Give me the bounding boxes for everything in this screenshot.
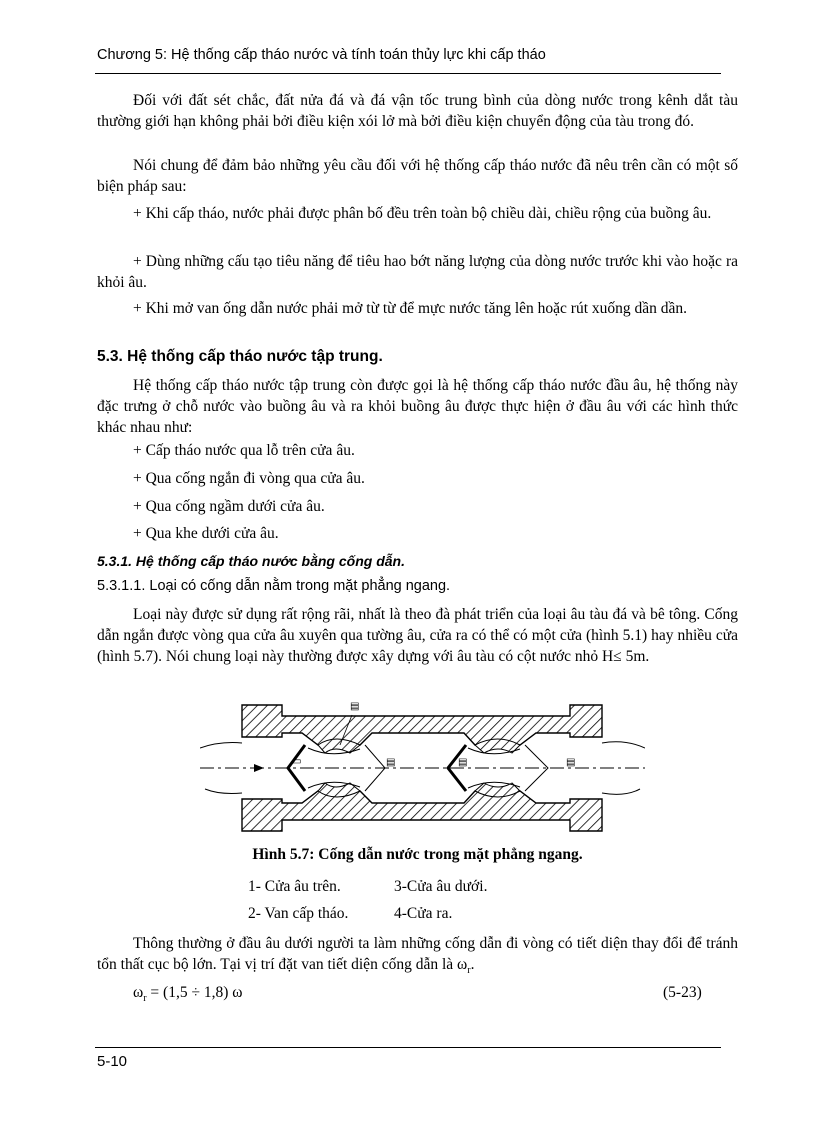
page-number: 5-10 <box>97 1053 128 1070</box>
equation-number: (5-23) <box>663 984 702 1001</box>
running-header: Chương 5: Hệ thống cấp tháo nước và tính toán thủy lực khi cấp tháo <box>97 47 546 63</box>
paragraph: Đối với đất sét chắc, đất nửa đá và đá vận tốc trung bình của dòng nước trong kênh dắt tàu thường giới hạn không phải bởi điều kiện xói lở mà bởi điều kiện chuyển động của tàu trong đó. <box>97 92 738 130</box>
paragraph: + Dùng những cấu tạo tiêu năng để tiêu hao bớt năng lượng của dòng nước trước khi vào hoặc ra khỏi âu. <box>97 253 738 291</box>
paragraph: + Khi cấp tháo, nước phải được phân bố đều trên toàn bộ chiều dài, chiều rộng của buồng âu. <box>133 205 712 222</box>
subsubsection-heading: 5.3.1.1. Loại có cống dẫn nằm trong mặt phẳng ngang. <box>97 578 451 594</box>
top-lock-wall <box>242 705 602 745</box>
subsection-heading: 5.3.1. Hệ thống cấp tháo nước bằng cống dẫn. <box>97 553 405 569</box>
paragraph: Hệ thống cấp tháo nước tập trung còn được gọi là hệ thống cấp tháo nước đầu âu, hệ thống này đặc trưng ở chỗ nước vào buồng âu và ra khỏi buồng âu được thực hiện ở đầu âu với các hình thức khác nhau như: <box>97 377 738 436</box>
legend-item: 3-Cửa âu dưới. <box>394 878 488 895</box>
figure-label-icon: ▭ <box>292 756 302 767</box>
figure-label-icon: ▤ <box>566 757 576 768</box>
figure-label-icon: ▤ <box>458 757 468 768</box>
header-rule <box>95 73 721 74</box>
figure-label-icon: ▤ <box>386 757 396 768</box>
paragraph-text: . <box>470 956 475 973</box>
bottom-lock-wall <box>242 791 602 831</box>
list-item: + Qua cống ngắn đi vòng qua cửa âu. <box>133 470 365 487</box>
omega-symbol: ω <box>133 984 144 1001</box>
figure-label-icon: ▤ <box>350 701 360 712</box>
legend-item: 2- Van cấp tháo. <box>248 905 349 922</box>
section-heading: 5.3. Hệ thống cấp tháo nước tập trung. <box>97 348 383 365</box>
equation-rhs: = (1,5 ÷ 1,8) ω <box>146 984 243 1001</box>
paragraph: Loại này được sử dụng rất rộng rãi, nhất là theo đà phát triển của loại âu tàu đá và bê tông. Cống dẫn ngắn được vòng qua cửa âu xuyên qua tường âu, cửa ra có thể có một cửa (hình 5.1) hay nhiều cửa (hình 5.7). Nói chung loại này thường được xây dựng với âu tàu có cột nước nhỏ H≤ 5m. <box>97 606 738 665</box>
subscript: r <box>143 993 147 1005</box>
footer-rule <box>95 1047 721 1048</box>
equation <box>133 984 242 1004</box>
lock-culvert-figure <box>200 693 645 843</box>
paragraph: + Khi mở van ống dẫn nước phải mở từ từ để mực nước tăng lên hoặc rút xuống dần dần. <box>133 300 688 317</box>
legend-item: 4-Cửa ra. <box>394 905 453 922</box>
subscript: r <box>467 965 471 977</box>
paragraph-text: Thông thường ở đầu âu dưới người ta làm những cống dẫn đi vòng có tiết diện thay đổi để tránh tổn thất cục bộ lớn. Tại vị trí đặt van tiết diện cống dẫn là ω <box>97 935 738 973</box>
paragraph <box>97 933 738 981</box>
figure-caption: Hình 5.7: Cống dẫn nước trong mặt phẳng ngang. <box>252 846 583 863</box>
list-item: + Cấp tháo nước qua lỗ trên cửa âu. <box>133 442 355 459</box>
list-item: + Qua cống ngầm dưới cửa âu. <box>133 498 325 515</box>
legend-item: 1- Cửa âu trên. <box>248 878 341 895</box>
paragraph: Nói chung để đảm bảo những yêu cầu đối với hệ thống cấp tháo nước đã nêu trên cần có một số biện pháp sau: <box>97 157 738 195</box>
list-item: + Qua khe dưới cửa âu. <box>133 525 279 542</box>
